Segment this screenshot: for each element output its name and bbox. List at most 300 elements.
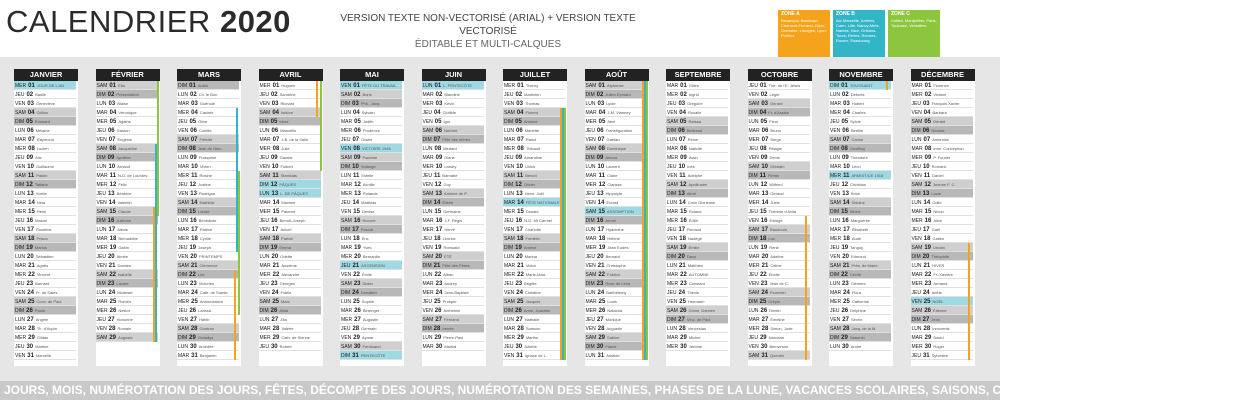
- day-number: 21: [108, 263, 116, 269]
- day-row: [96, 243, 158, 252]
- saint-name: Saturnin: [849, 335, 865, 340]
- month-header: JUILLET: [503, 69, 567, 81]
- saint-name: Sylvain: [361, 110, 375, 115]
- day-name: LUN: [422, 83, 433, 89]
- saint-name: Alain: [688, 155, 698, 160]
- day-row: [14, 234, 76, 243]
- saint-name: Augustin: [606, 326, 623, 331]
- day-name: DIM: [911, 191, 921, 197]
- saint-name: Ingrid: [688, 92, 699, 97]
- day-row: [829, 315, 891, 324]
- day-row: [503, 216, 565, 225]
- day-number: 23: [924, 281, 932, 287]
- day-name: MER: [178, 173, 190, 179]
- day-row: [14, 99, 76, 108]
- month-header: DÉCEMBRE: [911, 69, 975, 81]
- day-number: 26: [354, 308, 361, 314]
- saint-name: Ambroise: [932, 137, 950, 142]
- day-number: 10: [843, 164, 850, 170]
- day-name: MER: [667, 344, 679, 350]
- saint-name: Élisée: [442, 200, 454, 205]
- day-name: DIM: [259, 119, 269, 125]
- day-name: VEN: [259, 164, 270, 170]
- saint-name: Simon, Jude: [770, 326, 793, 331]
- day-number: 07: [923, 137, 931, 143]
- saint-name: Élisabeth: [851, 227, 869, 232]
- saint-name: Honorine: [116, 317, 133, 322]
- day-name: LUN: [178, 218, 189, 224]
- day-name: LUN: [178, 344, 189, 350]
- day-name: DIM: [667, 317, 677, 323]
- day-name: MER: [830, 173, 842, 179]
- school-holiday-bar: [316, 81, 318, 117]
- day-row: [503, 198, 565, 207]
- day-name: MAR: [585, 236, 597, 242]
- saint-name: David: [933, 335, 944, 340]
- day-number: 20: [678, 254, 685, 260]
- day-number: 21: [842, 263, 850, 269]
- day-row: [585, 342, 647, 351]
- day-row: [96, 324, 158, 333]
- day-name: DIM: [911, 128, 921, 134]
- day-name: VEN: [422, 308, 433, 314]
- day-name: MER: [748, 200, 760, 206]
- saint-name: Quentin: [770, 353, 785, 358]
- day-number: 23: [760, 281, 768, 287]
- saint-name: Géraud: [770, 191, 784, 196]
- day-name: DIM: [96, 155, 106, 161]
- day-name: SAM: [178, 137, 189, 143]
- day-name: DIM: [504, 182, 514, 188]
- day-number: 15: [189, 209, 196, 215]
- day-row: [503, 270, 565, 279]
- day-name: JEU: [15, 218, 25, 224]
- day-row: [748, 279, 810, 288]
- day-number: 25: [109, 299, 117, 305]
- saint-name: Agathe: [118, 119, 131, 124]
- day-number: 09: [353, 155, 361, 161]
- saint-name: Mélaine: [35, 128, 50, 133]
- zone-a-text: Besançon, Bordeaux, Clermont-Ferrand, Dijon, Grenoble, Limoges, Lyon, Poitiers: [781, 18, 827, 38]
- saint-name: Fernand: [444, 317, 459, 322]
- saint-name: Alban: [443, 272, 454, 277]
- day-number: 25: [516, 299, 524, 305]
- day-name: VEN: [748, 281, 759, 287]
- day-row: [911, 234, 973, 243]
- day-row: [259, 243, 321, 252]
- school-holiday-bar: [320, 81, 322, 171]
- day-row: [177, 306, 239, 315]
- month-5: [422, 69, 486, 366]
- saint-name: Paule: [34, 308, 46, 313]
- day-name: LUN: [504, 254, 515, 260]
- saint-name: Monique: [605, 317, 621, 322]
- day-row: [177, 288, 239, 297]
- day-row: [585, 153, 647, 162]
- day-row: [96, 135, 158, 144]
- day-row: [96, 297, 158, 306]
- day-number: 19: [598, 245, 606, 251]
- day-name: LUN: [15, 191, 26, 197]
- day-row: [14, 162, 76, 171]
- saint-name: Gisèle: [361, 137, 373, 142]
- day-number: 22: [434, 272, 442, 278]
- day-row: [666, 99, 728, 108]
- saint-name: Matthias: [361, 200, 377, 205]
- school-holiday-bar: [238, 171, 240, 315]
- saint-name: FÊTE NATIONALE: [525, 200, 560, 205]
- saint-name: Isabelle: [118, 272, 132, 277]
- day-row: [177, 216, 239, 225]
- day-number: 02: [596, 92, 604, 98]
- day-name: LUN: [259, 191, 270, 197]
- day-number: 07: [28, 137, 35, 143]
- month-header: JUIN: [422, 69, 486, 81]
- day-name: SAM: [911, 182, 923, 188]
- school-holiday-bar: [968, 243, 970, 360]
- day-name: MER: [667, 92, 679, 98]
- saint-name: Baudouin: [770, 227, 787, 232]
- day-name: MAR: [504, 326, 516, 332]
- day-row: [829, 207, 891, 216]
- day-number: 29: [759, 335, 767, 341]
- day-name: JEU: [422, 110, 432, 116]
- day-name: MER: [830, 110, 842, 116]
- day-number: 27: [435, 317, 443, 323]
- saint-name: Roméo: [118, 299, 132, 304]
- saint-name: Igor: [443, 119, 451, 124]
- saint-name: Véronique: [118, 110, 137, 115]
- saint-name: Armand: [933, 281, 948, 286]
- day-number: 22: [189, 272, 196, 278]
- day-number: 19: [924, 245, 932, 251]
- saint-name: ASSOMPTION: [607, 209, 634, 214]
- day-number: 05: [189, 119, 197, 125]
- day-row: [96, 234, 158, 243]
- day-row: [829, 297, 891, 306]
- day-number: 14: [679, 200, 686, 206]
- saint-name: Donald: [525, 209, 539, 214]
- day-row: [340, 333, 402, 342]
- day-number: 11: [27, 173, 35, 179]
- day-row: [422, 180, 484, 189]
- day-name: SAM: [504, 173, 515, 179]
- month-days: [259, 81, 323, 366]
- day-row: [911, 288, 973, 297]
- day-number: 21: [433, 263, 441, 269]
- day-name: DIM: [341, 101, 351, 107]
- day-name: SAM: [830, 137, 841, 143]
- saint-name: Abel: [607, 119, 616, 124]
- day-row: [340, 225, 402, 234]
- saint-name: Didier: [362, 281, 373, 286]
- day-row: [666, 126, 728, 135]
- day-number: 02: [26, 92, 34, 98]
- day-row: [422, 171, 484, 180]
- day-number: 16: [596, 218, 604, 224]
- saint-name: Diane: [444, 155, 455, 160]
- day-row: [911, 315, 973, 324]
- saint-name: Marcellin: [280, 128, 297, 133]
- day-name: MAR: [341, 119, 353, 125]
- saint-name: Roger: [933, 344, 945, 349]
- day-name: MER: [911, 281, 923, 287]
- day-row: [422, 342, 484, 351]
- day-name: SAM: [341, 218, 352, 224]
- day-number: 31: [597, 353, 605, 359]
- day-name: DIM: [178, 83, 188, 89]
- day-number: 04: [923, 110, 931, 116]
- day-name: DIM: [748, 110, 758, 116]
- day-row: [911, 297, 973, 306]
- day-row: [259, 279, 321, 288]
- day-name: MER: [96, 119, 108, 125]
- saint-name: Cath. de Suède: [199, 290, 228, 295]
- day-row: [585, 216, 647, 225]
- day-name: SAM: [585, 272, 597, 278]
- day-row: [829, 342, 891, 351]
- day-name: DIM: [585, 281, 595, 287]
- saint-name: Innocents: [932, 326, 950, 331]
- day-row: [829, 288, 891, 297]
- day-name: VEN: [830, 191, 841, 197]
- day-number: 07: [597, 137, 605, 143]
- saint-name: Adèle: [931, 290, 942, 295]
- day-name: SAM: [748, 101, 760, 107]
- day-number: 20: [596, 254, 604, 260]
- day-name: MER: [178, 236, 190, 242]
- day-row: [911, 351, 973, 360]
- day-number: 13: [842, 191, 849, 197]
- day-number: 31: [352, 353, 359, 359]
- day-name: JEU: [748, 146, 758, 152]
- day-row: [340, 144, 402, 153]
- day-number: 12: [434, 182, 442, 188]
- day-name: VEN: [341, 209, 352, 215]
- day-number: 10: [271, 164, 279, 170]
- day-row: [829, 234, 891, 243]
- day-row: [14, 153, 76, 162]
- saint-name: Edmond: [850, 254, 866, 259]
- day-number: 08: [517, 146, 524, 152]
- school-holiday-bar: [564, 108, 566, 360]
- day-number: 26: [270, 308, 278, 314]
- day-name: LUN: [504, 128, 515, 134]
- saint-name: Irénée: [442, 326, 454, 331]
- day-number: 10: [678, 164, 686, 170]
- day-number: 12: [679, 182, 687, 188]
- saint-name: Gérald: [933, 119, 946, 124]
- saint-name: Fête des mères: [442, 137, 471, 142]
- day-number: 21: [679, 263, 686, 269]
- day-row: [422, 189, 484, 198]
- day-row: [259, 81, 321, 90]
- day-row: [829, 270, 891, 279]
- day-row: [911, 135, 973, 144]
- day-name: JEU: [748, 272, 758, 278]
- day-name: SAM: [341, 344, 352, 350]
- saint-name: Gilles: [688, 83, 699, 88]
- day-name: MAR: [259, 326, 271, 332]
- saint-name: Hermann: [687, 299, 705, 304]
- day-name: MAR: [585, 110, 597, 116]
- day-name: LUN: [15, 254, 26, 260]
- day-name: SAM: [259, 236, 271, 242]
- day-number: 12: [189, 182, 197, 188]
- day-number: 19: [841, 245, 849, 251]
- day-name: JEU: [422, 236, 432, 242]
- day-name: LUN: [911, 137, 922, 143]
- day-number: 23: [680, 281, 687, 287]
- saint-name: Boris: [362, 92, 372, 97]
- day-row: [14, 207, 76, 216]
- day-name: VEN: [830, 254, 841, 260]
- day-name: LUN: [585, 227, 596, 233]
- saint-name: Ulrich: [524, 164, 536, 169]
- saint-name: Olivier: [523, 182, 536, 187]
- day-row: [666, 288, 728, 297]
- day-row: [177, 108, 239, 117]
- day-number: 23: [190, 281, 197, 287]
- day-name: MER: [911, 218, 923, 224]
- day-number: 28: [433, 326, 441, 332]
- day-row: [503, 315, 565, 324]
- day-number: 01: [517, 83, 524, 89]
- saint-name: Sévrin: [850, 317, 863, 322]
- day-name: SAM: [341, 281, 352, 287]
- day-number: 10: [761, 164, 769, 170]
- saint-name: Prosper: [442, 299, 457, 304]
- day-number: 13: [435, 191, 443, 197]
- day-row: [911, 252, 973, 261]
- day-name: LUN: [748, 182, 759, 188]
- day-name: VEN: [341, 146, 352, 152]
- day-row: [422, 216, 484, 225]
- day-row: [911, 342, 973, 351]
- day-row: [422, 108, 484, 117]
- saint-name: Pélagie: [768, 146, 782, 151]
- day-number: 11: [679, 173, 686, 179]
- day-number: 27: [922, 317, 930, 323]
- day-row: [96, 279, 158, 288]
- day-name: JEU: [585, 128, 595, 134]
- day-row: [911, 180, 973, 189]
- day-name: LUN: [830, 155, 841, 161]
- day-number: 17: [352, 227, 359, 233]
- day-row: [911, 261, 973, 270]
- day-row: [259, 297, 321, 306]
- saint-name: NOËL: [932, 299, 944, 304]
- day-row: [177, 234, 239, 243]
- saint-name: Cyrille: [199, 236, 211, 241]
- day-number: 04: [353, 110, 360, 116]
- day-name: VEN: [585, 200, 596, 206]
- day-number: 04: [191, 110, 198, 116]
- day-name: JEU: [830, 308, 840, 314]
- day-name: SAM: [585, 209, 597, 215]
- day-number: 08: [680, 146, 687, 152]
- day-number: 01: [189, 83, 196, 89]
- day-name: MAR: [422, 344, 434, 350]
- month-1: [96, 69, 160, 366]
- day-row: [14, 306, 76, 315]
- zone-b-text: Aix-Marseille, Amiens, Caen, Lille, Nancy-Metz, Nantes, Nice, Orléans-Tours, Reims, Rennes, Rouen, Strasbourg: [836, 18, 880, 43]
- day-number: 03: [27, 101, 34, 107]
- saint-name: Jeanne F. C.: [933, 182, 956, 187]
- saint-name: Aubin: [197, 83, 209, 88]
- day-row: [259, 288, 321, 297]
- day-name: JEU: [341, 200, 351, 206]
- day-number: 10: [435, 164, 443, 170]
- day-number: 03: [761, 101, 769, 107]
- saint-name: Eugénie: [117, 137, 133, 142]
- day-row: [911, 144, 973, 153]
- day-row: [340, 306, 402, 315]
- saint-name: Alexis: [117, 227, 128, 232]
- day-number: 22: [272, 272, 280, 278]
- day-number: 02: [107, 92, 115, 98]
- day-row: [14, 333, 76, 342]
- day-number: 16: [26, 218, 34, 224]
- day-row: [177, 117, 239, 126]
- saint-name: Benoît-Joseph: [279, 218, 306, 223]
- day-row: [14, 180, 76, 189]
- saint-name: Édith: [688, 218, 698, 223]
- day-name: MAR: [422, 218, 434, 224]
- day-name: MAR: [911, 209, 923, 215]
- day-row: [259, 324, 321, 333]
- day-row: [585, 351, 647, 360]
- day-number: 18: [516, 236, 524, 242]
- day-row: [422, 243, 484, 252]
- day-name: SAM: [667, 182, 678, 188]
- day-number: 22: [109, 272, 117, 278]
- saint-name: Guillaume: [35, 164, 54, 169]
- day-row: [177, 99, 239, 108]
- day-row: [585, 135, 647, 144]
- day-row: [748, 81, 810, 90]
- saint-name: Luc: [768, 236, 775, 241]
- day-name: LUN: [259, 254, 270, 260]
- day-number: 30: [435, 344, 443, 350]
- day-name: SAM: [667, 245, 678, 251]
- saint-name: Marie-Mad.: [525, 272, 547, 277]
- day-name: JEU: [830, 245, 840, 251]
- saint-name: Bienvenue: [769, 344, 789, 349]
- day-number: 25: [679, 299, 686, 305]
- day-number: 27: [354, 317, 361, 323]
- day-number: 13: [922, 191, 930, 197]
- day-number: 29: [189, 335, 196, 341]
- saint-name: Arsène: [523, 245, 537, 250]
- day-row: [503, 108, 565, 117]
- day-row: [14, 117, 76, 126]
- day-number: 30: [515, 344, 523, 350]
- day-row: [14, 243, 76, 252]
- saint-name: Nicolas: [931, 128, 945, 133]
- saint-name: Kévin: [444, 101, 455, 106]
- day-row: [829, 225, 891, 234]
- day-number: 24: [191, 290, 198, 296]
- day-number: 04: [109, 110, 117, 116]
- saint-name: Alphonse: [607, 83, 624, 88]
- day-number: 14: [190, 200, 198, 206]
- day-number: 15: [924, 209, 932, 215]
- day-number: 23: [515, 281, 523, 287]
- day-name: SAM: [96, 335, 108, 341]
- subtitle-line-1: VERSION TEXTE NON-VECTORISÉ (ARIAL) + VERSION TEXTE VECTORISÉ: [340, 13, 636, 37]
- saint-name: Matthieu: [687, 263, 704, 268]
